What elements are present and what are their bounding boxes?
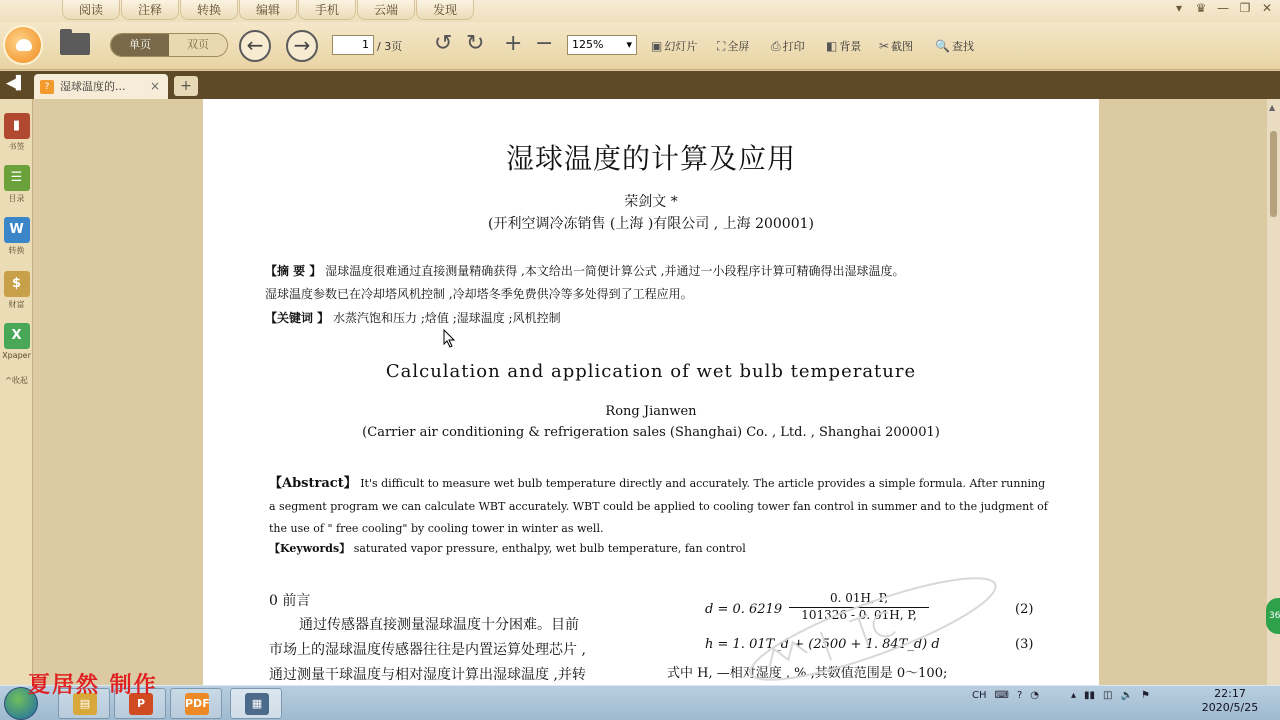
menu-tab-read[interactable]: 阅读: [62, 0, 120, 20]
tab-document[interactable]: [34, 74, 168, 99]
arrow-right-icon: →: [293, 33, 311, 57]
skin-icon[interactable]: ♛: [1195, 1, 1207, 15]
powerpoint-icon: P: [129, 693, 153, 715]
body-line-3: 通过测量干球温度与相对湿度计算出湿球温度 ,并转: [269, 667, 586, 683]
document-affiliation: (开利空调冷冻销售 (上海 )有限公司 , 上海 200001): [488, 216, 814, 232]
english-title: Calculation and application of wet bulb temperature: [385, 361, 917, 382]
convert-icon: W: [4, 217, 30, 243]
tab-title: 湿球温度的...: [60, 80, 126, 93]
find-label: 查找: [951, 40, 974, 53]
window-icon: ▦: [245, 693, 269, 715]
equation-3: h = 1. 01T_d + (2500 + 1. 84T_d) d: [705, 637, 940, 652]
dropdown-icon[interactable]: ▾: [1175, 1, 1183, 15]
document-author: 荣剑文 *: [624, 194, 678, 210]
equation-3-number: (3): [1015, 637, 1034, 652]
abstract-text-2: 湿球温度参数已在冷却塔风机控制 ,冷却塔冬季免费供冷等多处得到了工程应用。: [265, 287, 693, 301]
page-number-input[interactable]: 1: [332, 35, 374, 55]
help-icon[interactable]: ?: [1016, 690, 1023, 701]
body-line-2: 市场上的湿球温度传感器往往是内置运算处理芯片 ,: [269, 642, 586, 658]
menu-tab-edit[interactable]: 编辑: [239, 0, 297, 20]
menu-tabs: [62, 0, 475, 22]
equation-2-number: (2): [1015, 602, 1034, 617]
xpaper-icon: X: [4, 323, 30, 349]
page-total: / 3页: [377, 40, 403, 53]
english-abstract: [269, 473, 1049, 541]
search-icon: 🔍: [935, 39, 950, 53]
sidebar-label: 书签: [8, 142, 25, 151]
system-tray: [972, 690, 1150, 701]
menu-tab-convert[interactable]: 转换: [180, 0, 238, 20]
sidebar-item-money[interactable]: [2, 271, 31, 310]
sidebar-item-xpaper[interactable]: [2, 323, 31, 360]
fullscreen-button[interactable]: [717, 38, 749, 54]
section-heading: 0 前言: [269, 593, 311, 609]
english-keywords-label: 【Keywords】: [269, 542, 351, 555]
minimize-icon[interactable]: —: [1217, 1, 1229, 15]
window-controls: [1172, 1, 1274, 15]
scroll-thumb[interactable]: [1270, 131, 1277, 217]
scissors-icon: ✂: [879, 39, 890, 53]
money-icon: $: [4, 271, 30, 297]
taskbar-app-pdf-reader[interactable]: [170, 688, 222, 719]
ime-icon[interactable]: ◔: [1030, 690, 1039, 701]
language-indicator[interactable]: CH: [972, 690, 987, 701]
taskbar-clock[interactable]: [1190, 687, 1270, 715]
menu-tab-mobile[interactable]: 手机: [298, 0, 356, 20]
close-icon[interactable]: ✕: [1261, 1, 1273, 15]
show-hidden-icons-icon[interactable]: ▴: [1071, 690, 1077, 701]
floating-assistant-icon[interactable]: 36: [1266, 598, 1280, 634]
equation-2-denominator: 101326 - 0. 01H, P,: [801, 608, 917, 622]
mouse-cursor-icon: [443, 329, 457, 349]
pdf-reader-icon: PDF: [185, 693, 209, 715]
english-author: Rong Jianwen: [605, 404, 697, 419]
volume-icon[interactable]: 🔈: [1120, 690, 1133, 701]
collapse-sidebar-icon[interactable]: ◀▌: [6, 76, 26, 91]
menu-tab-annotate[interactable]: 注释: [121, 0, 179, 20]
toolbar: [0, 22, 1280, 70]
tab-strip: [0, 71, 1280, 99]
sidebar-label: 财富: [8, 300, 25, 309]
maximize-icon[interactable]: ❐: [1239, 1, 1251, 15]
document-page: [203, 99, 1099, 685]
folder-icon: ▤: [73, 693, 97, 715]
action-center-icon[interactable]: ⚑: [1140, 690, 1150, 701]
sidebar-label: Xpaper: [2, 351, 31, 360]
document-tab-icon: ?: [40, 80, 54, 94]
document-workspace: [34, 99, 1267, 685]
sidebar-item-convert[interactable]: [2, 217, 31, 256]
sidebar-collapse-label: ^收起: [5, 376, 28, 385]
abstract-label: 【摘 要 】: [265, 264, 322, 278]
english-abstract-label: 【Abstract】: [269, 476, 357, 491]
abstract-line-1: [265, 260, 904, 282]
keywords-text: 水蒸汽饱和压力 ;焓值 ;湿球温度 ;风机控制: [333, 311, 561, 325]
new-tab-button[interactable]: +: [174, 76, 198, 96]
slideshow-button[interactable]: [651, 38, 697, 54]
next-page-button[interactable]: [286, 30, 318, 62]
zoom-in-icon[interactable]: +: [504, 31, 523, 56]
screenshot-label: 截图: [891, 40, 914, 53]
print-button[interactable]: [771, 38, 805, 54]
sidebar-label: 目录: [8, 194, 25, 203]
background-icon: ◧: [826, 39, 838, 53]
background-label: 背景: [839, 40, 862, 53]
single-page-button[interactable]: 单页: [111, 34, 169, 56]
menu-tab-discover[interactable]: 发现: [416, 0, 474, 20]
body-line-1: 通过传感器直接测量湿球温度十分困难。目前: [299, 617, 579, 633]
network-icon[interactable]: ◫: [1103, 690, 1113, 701]
zoom-out-icon[interactable]: −: [535, 31, 554, 56]
fullscreen-icon: ⛶: [717, 38, 726, 53]
find-button[interactable]: [935, 38, 974, 54]
bookmark-icon: ▮: [4, 113, 30, 139]
slideshow-icon: ▣: [651, 39, 663, 53]
background-button[interactable]: [826, 38, 861, 54]
english-abstract-text: It's difficult to measure wet bulb temperature directly and accurately. The article provides a simple formula. After running a segment program we can calculate WBT accurately. WBT could be applied to cooling tower fan control in summer and to the judgment of the use of " free cooling" by cooling tower in winter as well.: [269, 477, 1048, 535]
scroll-up-icon[interactable]: ▲: [1269, 103, 1276, 112]
rotate-left-icon[interactable]: ↺: [434, 31, 453, 56]
menu-bar: [0, 0, 1280, 22]
sidebar-collapse[interactable]: [2, 375, 31, 386]
menu-tab-cloud[interactable]: 云端: [357, 0, 415, 20]
left-sidebar: [0, 99, 33, 685]
document-title: 湿球温度的计算及应用: [505, 142, 796, 175]
arrow-left-icon: ←: [246, 33, 264, 57]
equation-2-numerator: 0. 01H, P,: [789, 591, 929, 608]
taskbar-app-window[interactable]: [230, 688, 282, 719]
print-label: 打印: [782, 40, 805, 53]
sidebar-item-bookmark[interactable]: [2, 113, 31, 152]
toc-icon: ☰: [4, 165, 30, 191]
clock-time: 22:17: [1214, 687, 1246, 700]
prev-page-button[interactable]: [239, 30, 271, 62]
english-keywords: [269, 540, 746, 556]
keywords-label: 【关键词 】: [265, 311, 330, 325]
creator-credit-overlay: 夏居然 制作: [28, 672, 158, 698]
where-text: 式中 H, —相对湿度 , % ,其数值范围是 0～100;: [667, 666, 948, 681]
keyboard-icon[interactable]: ⌨: [994, 690, 1009, 701]
zoom-select[interactable]: 125% ▾: [567, 35, 637, 55]
english-keywords-text: saturated vapor pressure, enthalpy, wet bulb temperature, fan control: [353, 542, 746, 555]
signal-icon[interactable]: ▮▮: [1084, 690, 1096, 701]
printer-icon: ⎙: [771, 38, 781, 53]
tab-close-icon[interactable]: ×: [149, 79, 160, 93]
view-mode-toggle: [110, 33, 228, 57]
equation-2-fraction: [789, 591, 929, 622]
clock-date: 2020/5/25: [1201, 701, 1259, 714]
slideshow-label: 幻灯片: [664, 40, 698, 53]
equation-2-lhs: d = 0. 6219: [705, 602, 783, 617]
app-logo-icon[interactable]: [3, 25, 43, 65]
open-folder-icon[interactable]: [60, 33, 90, 55]
fullscreen-label: 全屏: [727, 40, 750, 53]
screenshot-button[interactable]: [879, 38, 913, 54]
keywords-line: [265, 307, 561, 329]
rotate-right-icon[interactable]: ↻: [466, 31, 485, 56]
sidebar-label: 转换: [8, 246, 25, 255]
double-page-button[interactable]: 双页: [169, 34, 227, 56]
sidebar-item-toc[interactable]: [2, 165, 31, 204]
english-affiliation: (Carrier air conditioning & refrigeration sales (Shanghai) Co. , Ltd. , Shanghai 200001): [362, 425, 940, 440]
abstract-text-1: 湿球温度很难通过直接测量精确获得 ,本文给出一简便计算公式 ,并通过一小段程序计算可精确得出湿球温度。: [325, 264, 905, 278]
